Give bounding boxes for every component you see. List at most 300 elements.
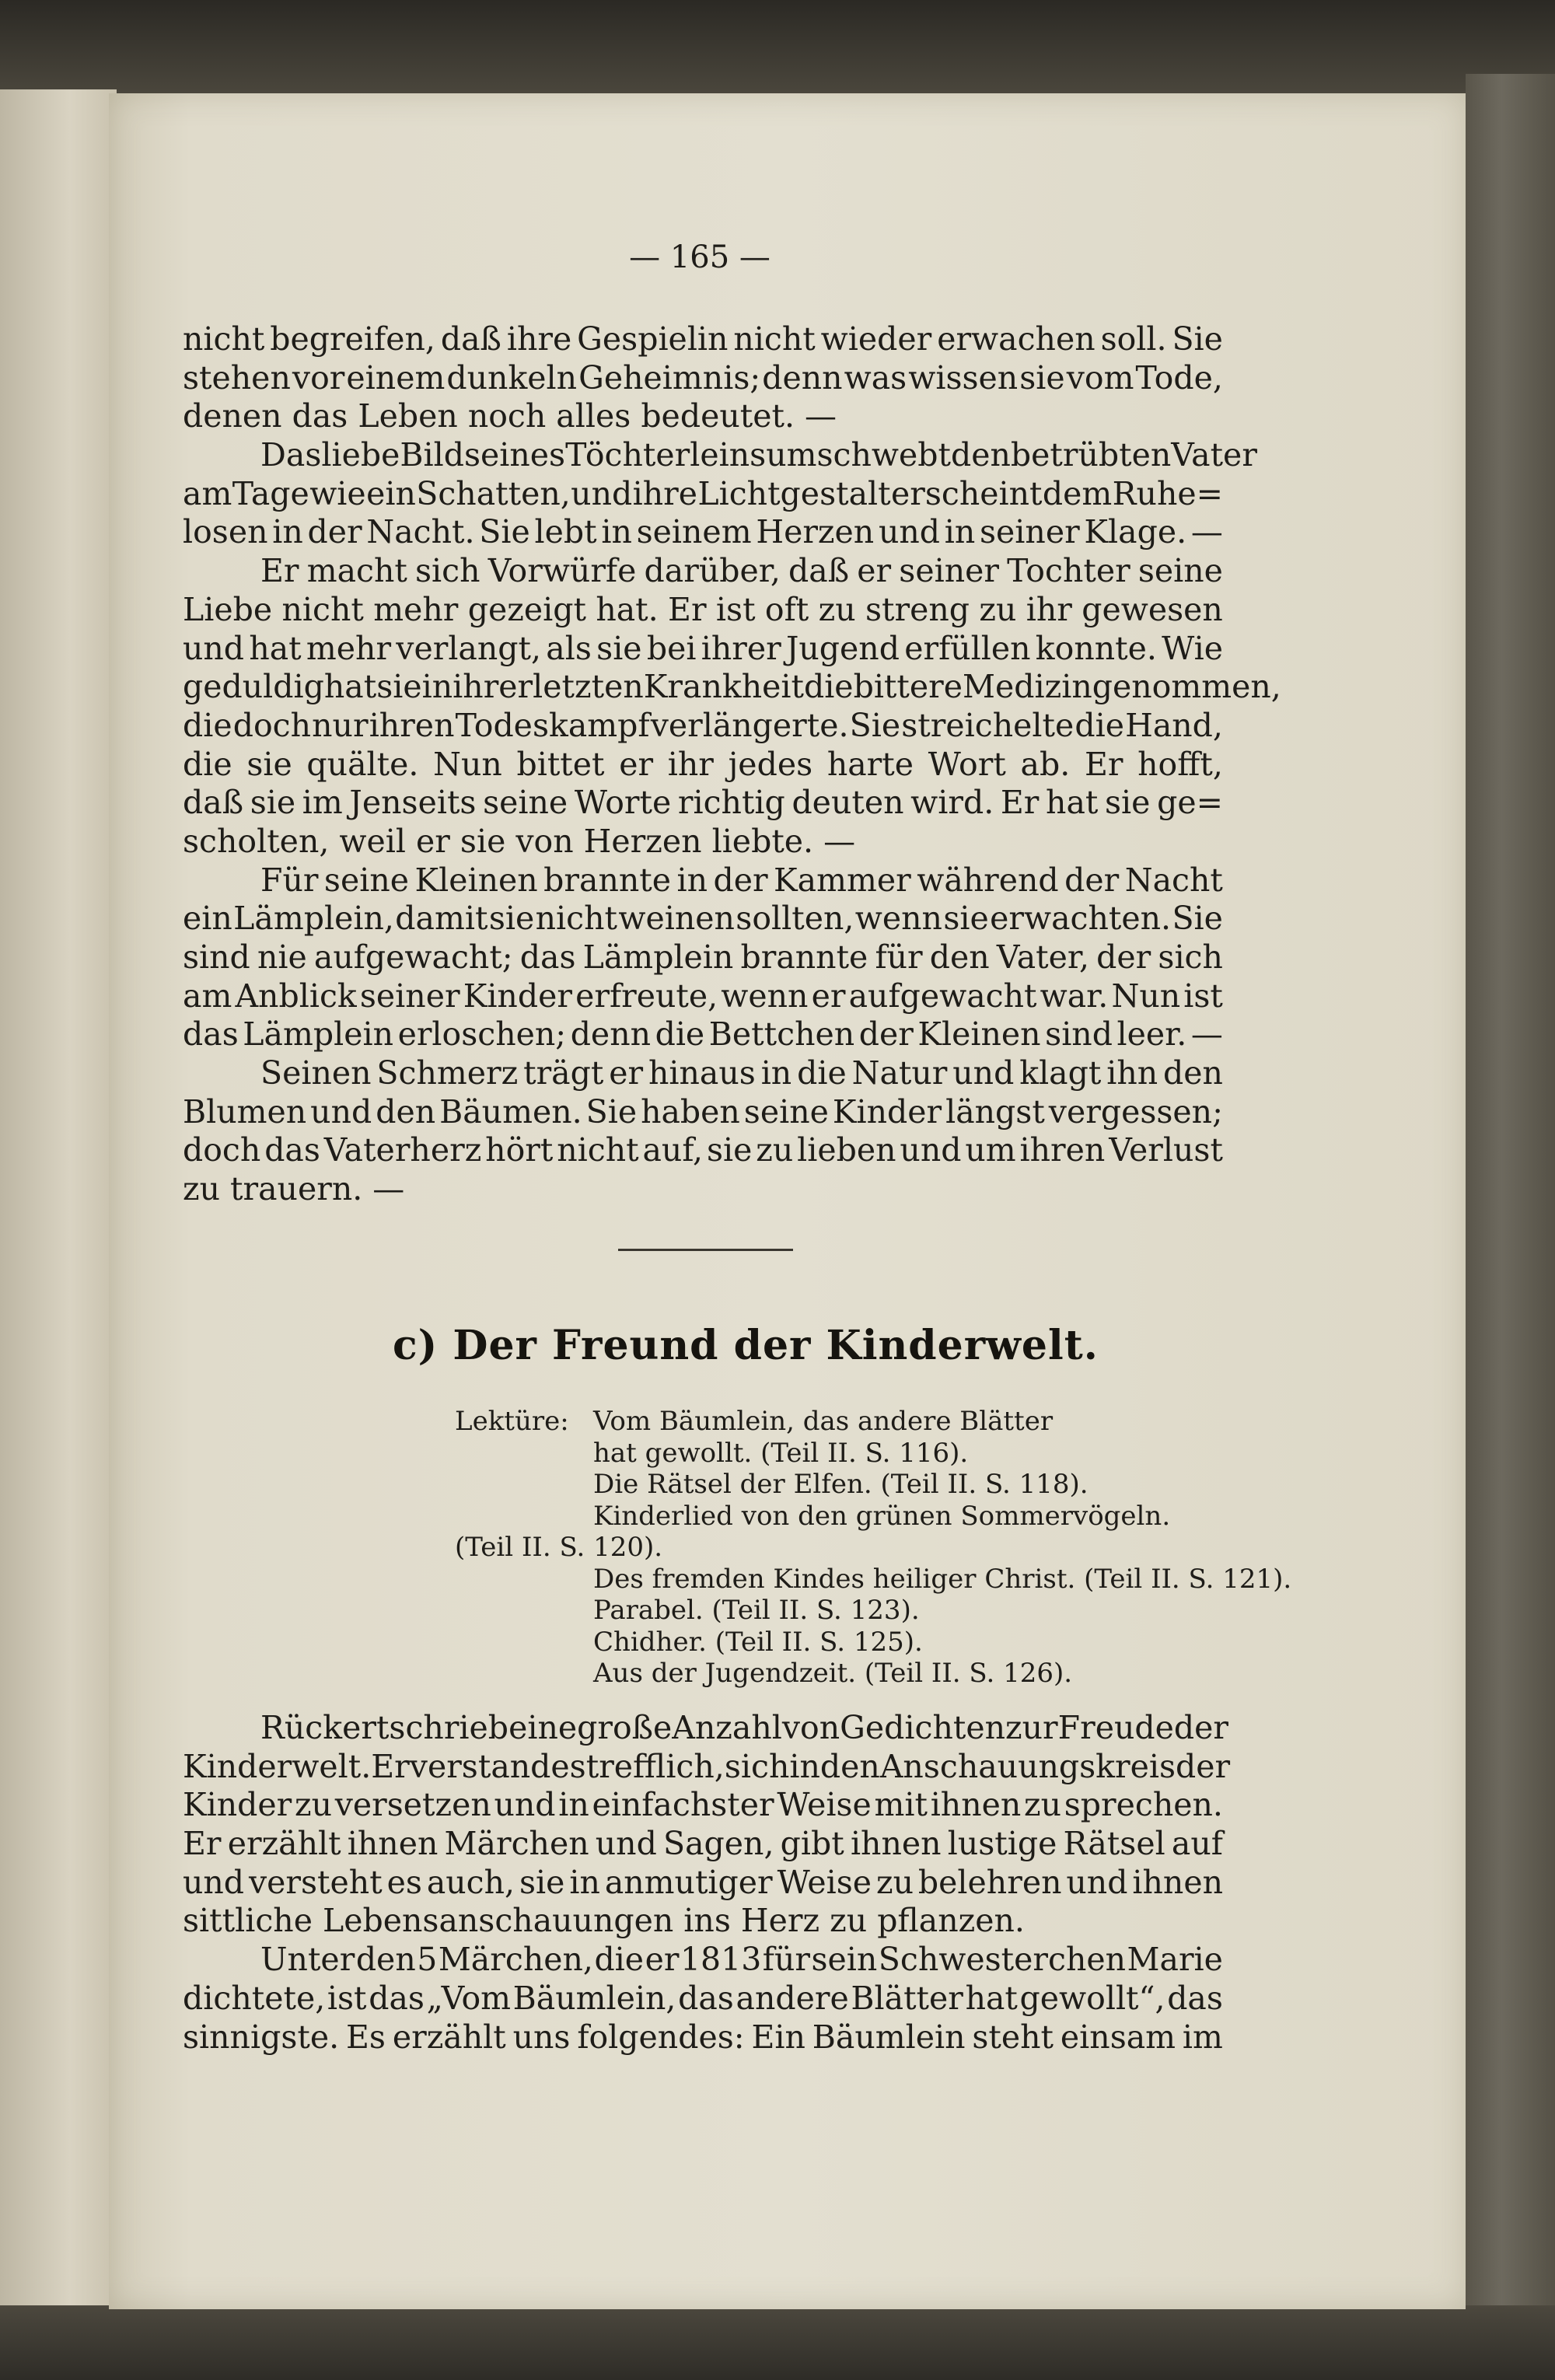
word: Freude <box>1057 1709 1174 1746</box>
word: Weise <box>777 1786 872 1824</box>
word: harte <box>826 745 914 783</box>
text-line <box>183 1786 1223 1825</box>
word: Das <box>260 436 322 474</box>
text-line <box>183 784 1223 823</box>
word: zur <box>1005 1709 1058 1746</box>
word: Nun <box>433 745 502 783</box>
word: ihr <box>667 745 714 783</box>
word: den <box>376 1092 436 1131</box>
word: wenn <box>854 900 942 938</box>
word: der <box>713 861 768 899</box>
word: sie <box>246 745 292 783</box>
word: bei <box>646 629 697 667</box>
word: und <box>183 629 245 667</box>
text-line <box>183 1980 1223 2018</box>
word: Anzahl <box>672 1709 782 1746</box>
word: zu <box>756 1131 794 1169</box>
word: ist <box>1183 977 1223 1015</box>
word: während <box>917 861 1059 899</box>
word: steht <box>972 2018 1054 2056</box>
word: verlängerte. <box>650 706 849 744</box>
word: hat <box>323 668 377 706</box>
word: er <box>609 1054 644 1092</box>
text-line <box>183 359 1223 398</box>
word: leer. <box>1116 1015 1187 1054</box>
reading-list-reference <box>455 1532 1232 1564</box>
word: der <box>1096 938 1151 976</box>
word: ihrer <box>453 668 533 706</box>
word: Nacht. <box>366 513 475 551</box>
word: sie <box>376 668 422 706</box>
reading-list-item: hat gewollt. (Teil II. S. 116). <box>593 1437 969 1469</box>
word: und <box>900 1131 962 1169</box>
word: Krankheit <box>643 668 804 706</box>
word: einem <box>346 358 446 397</box>
text-line <box>183 552 1223 591</box>
reading-list-reference-text: (Teil II. S. 120). <box>455 1532 663 1563</box>
reading-list-item: Des fremden Kindes heiliger Christ. (Teil II. S. 121). <box>593 1563 1292 1595</box>
word: oft <box>764 590 809 628</box>
word: wird. <box>910 784 994 822</box>
word: folgendes: <box>577 2018 745 2056</box>
word: — <box>1190 513 1223 551</box>
word: Lichtgestalt <box>697 474 891 512</box>
reading-list-item: Kinderlied von den grünen Sommervögeln. <box>593 1500 1171 1532</box>
text-line <box>183 630 1223 669</box>
word: aufgewacht; <box>313 938 513 976</box>
word: seine <box>323 861 410 899</box>
word: Geheimnis; <box>578 358 761 397</box>
word: schrieb <box>389 1709 509 1746</box>
word: Kleinen <box>414 861 538 899</box>
word: längst <box>945 1092 1045 1131</box>
word: Kinderwelt. <box>183 1747 372 1785</box>
text-line <box>183 668 1281 707</box>
reading-list <box>455 1406 1292 1690</box>
word: Vater, <box>996 938 1090 976</box>
word: trägt <box>523 1054 604 1092</box>
word: ihnen <box>347 1825 439 1863</box>
text-line <box>183 1709 1228 1748</box>
word: er <box>645 1941 680 1979</box>
word: der <box>1176 1747 1231 1785</box>
word: die <box>594 1941 645 1979</box>
word: für <box>875 938 923 976</box>
word: Natur <box>851 1054 948 1092</box>
word: der <box>307 513 362 551</box>
word: Todeskampf <box>455 706 650 744</box>
word: hat <box>965 1979 1018 2017</box>
word: Wort <box>928 745 1006 783</box>
word: Sie <box>1172 320 1223 358</box>
word: daß <box>183 784 244 822</box>
word: quälte. <box>306 745 419 783</box>
word: Verlust <box>1109 1131 1223 1169</box>
word: Kammer <box>774 861 911 899</box>
word: umschwebt <box>766 436 951 474</box>
word: ihnen <box>850 1825 942 1863</box>
word: einfachster <box>592 1786 774 1824</box>
word: den <box>355 1941 416 1979</box>
text-line <box>183 1015 1223 1054</box>
book-cover-right <box>1466 74 1555 2329</box>
word: das <box>678 1979 734 2017</box>
word: seines <box>463 436 566 474</box>
book-cover-bottom <box>0 2305 1555 2380</box>
word: stehen <box>183 358 291 397</box>
word: Ruhe= <box>1112 474 1223 512</box>
word: Anschauungskreis <box>879 1747 1176 1785</box>
word: sie <box>596 629 642 667</box>
text-line <box>183 513 1223 552</box>
text-line <box>183 591 1223 630</box>
word: Kinder <box>183 1786 292 1824</box>
word: Schwesterchen <box>878 1941 1127 1979</box>
word: Rätsel <box>1063 1825 1165 1863</box>
word: er <box>619 745 654 783</box>
word: sich <box>415 552 480 590</box>
word: auf, <box>642 1131 704 1169</box>
word: Blätter <box>851 1979 963 2017</box>
word: Unter <box>260 1941 355 1979</box>
word: und <box>494 1786 556 1824</box>
word: das <box>264 1131 320 1169</box>
word: nicht <box>557 1131 639 1169</box>
text-line <box>183 938 1223 977</box>
word: nicht <box>733 320 816 358</box>
word: Er <box>1084 745 1123 783</box>
word: das <box>1167 1979 1223 2017</box>
text-line <box>183 1864 1223 1903</box>
word: und <box>595 1825 657 1863</box>
word: die <box>183 706 232 744</box>
word: verstand <box>409 1747 551 1785</box>
word: mehr <box>306 629 392 667</box>
word: am <box>183 977 232 1015</box>
text-line <box>183 746 1223 785</box>
paragraph-block-bottom <box>183 1709 1231 2057</box>
word: in <box>944 513 976 551</box>
word: — <box>1190 1015 1223 1054</box>
word: ihnen <box>1132 1863 1223 1901</box>
word: darüber, <box>644 552 781 590</box>
section-divider <box>618 1249 793 1251</box>
word: es <box>550 1747 586 1785</box>
word: soll. <box>1100 320 1167 358</box>
word: dunkeln <box>446 358 578 397</box>
word: von <box>781 1709 840 1746</box>
word: haben <box>641 1092 740 1131</box>
word: Bäumlein <box>812 2018 966 2056</box>
word: dem <box>1042 474 1113 512</box>
word: in <box>272 513 303 551</box>
word: vor <box>292 358 345 397</box>
word: brannte <box>740 938 868 976</box>
word: trefflich, <box>585 1747 725 1785</box>
word: sie <box>706 1131 753 1169</box>
word: zu <box>875 1863 914 1901</box>
word: Klage. <box>1084 513 1187 551</box>
word: ein <box>183 900 232 938</box>
word: sie <box>250 784 296 822</box>
word: es <box>386 1863 422 1901</box>
word: Tage <box>232 474 309 512</box>
text-line <box>183 1825 1223 1864</box>
word: Marie <box>1127 1941 1223 1979</box>
word: Weise <box>777 1863 872 1901</box>
text-line <box>183 900 1223 938</box>
word: Bild <box>400 436 464 474</box>
word: Es <box>346 2018 386 2056</box>
word: Nacht <box>1124 861 1223 899</box>
word: sind <box>183 938 250 976</box>
word: für <box>762 1941 810 1979</box>
word: das <box>369 1979 425 2017</box>
word: zu <box>294 1786 332 1824</box>
word: jedes <box>728 745 813 783</box>
word: Vater <box>1171 436 1257 474</box>
word: die <box>803 668 854 706</box>
word: was <box>844 358 907 397</box>
word: betrübten <box>1010 436 1172 474</box>
text-line: scholten, weil er sie von Herzen liebte. — <box>183 822 856 860</box>
text-line <box>183 1747 1231 1787</box>
word: erfüllen <box>904 629 1031 667</box>
word: wissen <box>908 358 1019 397</box>
word: die <box>655 1015 705 1054</box>
word: ihn <box>1106 1054 1158 1092</box>
word: ihre <box>632 474 697 512</box>
word: Kinder <box>832 1092 942 1131</box>
word: hört <box>485 1131 554 1169</box>
word: Vorwürfe <box>487 552 637 590</box>
word: 1813 <box>680 1941 762 1979</box>
word: im <box>302 784 343 822</box>
word: nur <box>312 706 369 744</box>
text-line <box>183 1054 1223 1093</box>
word: Gespielin <box>577 320 729 358</box>
reading-list-item: Parabel. (Teil II. S. 123). <box>593 1595 920 1626</box>
reading-list-item: Aus der Jugendzeit. (Teil II. S. 126). <box>593 1658 1073 1689</box>
word: Bäumen. <box>439 1092 582 1131</box>
word: seiner <box>359 977 460 1015</box>
word: richtig <box>677 784 785 822</box>
word: Liebe <box>183 590 273 628</box>
word: Märchen, <box>438 1941 593 1979</box>
word: lebt <box>534 513 597 551</box>
word: ist <box>327 1979 367 2017</box>
word: daß <box>440 320 501 358</box>
word: streichelte <box>901 706 1075 744</box>
word: das <box>183 1015 239 1054</box>
word: der <box>1064 861 1120 899</box>
word: sinnigste. <box>183 2018 340 2056</box>
word: den <box>819 1747 880 1785</box>
word: ihren <box>369 706 455 744</box>
word: die <box>1075 706 1124 744</box>
word: uns <box>512 2018 571 2056</box>
word: erloschen; <box>397 1015 567 1054</box>
word: Sie <box>849 706 901 744</box>
word: damit <box>395 900 488 938</box>
word: am <box>183 474 232 512</box>
word: versetzen <box>334 1786 491 1824</box>
word: hat. <box>596 590 659 628</box>
word: Lämplein <box>243 1015 393 1054</box>
word: ab. <box>1020 745 1071 783</box>
word: den <box>929 938 990 976</box>
word: Jenseits <box>349 784 477 822</box>
word: erscheint <box>891 474 1043 512</box>
word: Er <box>260 552 299 590</box>
word: Er <box>668 590 707 628</box>
word: liebe <box>321 436 400 474</box>
word: der <box>858 1015 914 1054</box>
word: gewesen <box>1082 590 1223 628</box>
text-line <box>183 436 1257 475</box>
word: Ein <box>751 2018 805 2056</box>
word: erfreute, <box>575 977 718 1015</box>
word: Sagen, <box>663 1825 774 1863</box>
word: Worte <box>574 784 672 822</box>
text-line <box>183 475 1223 514</box>
word: er <box>811 977 846 1015</box>
word: belehren <box>917 1863 1062 1901</box>
word: Rückert <box>260 1709 390 1746</box>
word: genommen, <box>1092 668 1281 706</box>
word: auf <box>1171 1825 1223 1863</box>
word: Er <box>183 1825 222 1863</box>
page-number: — 165 — <box>629 239 771 275</box>
word: den <box>950 436 1011 474</box>
text-line <box>183 2018 1223 2057</box>
word: anmutiger <box>604 1863 773 1901</box>
word: Schmerz <box>376 1054 519 1092</box>
text-line <box>183 1131 1223 1170</box>
word: um <box>965 1131 1016 1169</box>
word: im <box>1182 2018 1223 2056</box>
word: sich <box>724 1747 790 1785</box>
word: sie <box>519 1863 565 1901</box>
word: verlangt, <box>396 629 542 667</box>
paragraph-block-top <box>183 320 1281 1209</box>
word: losen <box>183 513 268 551</box>
word: klagt <box>1019 1054 1102 1092</box>
word: gezeigt <box>467 590 586 628</box>
word: ihrer <box>701 629 781 667</box>
word: Wie <box>1162 629 1223 667</box>
word: Bäumlein, <box>512 1979 676 2017</box>
word: ihren <box>1019 1131 1106 1169</box>
word: Er <box>371 1747 410 1785</box>
word: Sie <box>1172 900 1223 938</box>
word: deuten <box>791 784 904 822</box>
word: in <box>421 668 453 706</box>
word: versteht <box>248 1863 383 1901</box>
word: zu <box>979 590 1017 628</box>
word: hinaus <box>648 1054 756 1092</box>
word: sie <box>1019 358 1065 397</box>
word: und <box>878 513 940 551</box>
word: als <box>546 629 592 667</box>
facing-page-edge <box>0 89 117 2313</box>
word: doch <box>232 706 312 744</box>
word: Sie <box>585 1092 638 1131</box>
word: begreifen, <box>270 320 435 358</box>
word: der <box>1173 1709 1228 1746</box>
word: nicht <box>183 320 265 358</box>
word: Für <box>260 861 319 899</box>
word: nicht <box>535 900 617 938</box>
word: und <box>310 1092 372 1131</box>
word: nicht <box>281 590 364 628</box>
text-line: sittliche Lebensanschauungen ins Herz zu pflanzen. <box>183 1902 1025 1940</box>
word: Kinder <box>463 977 572 1015</box>
word: bittet <box>516 745 605 783</box>
word: doch <box>183 1131 261 1169</box>
word: gibt <box>780 1825 844 1863</box>
word: in <box>789 1747 820 1785</box>
word: sein <box>811 1941 878 1979</box>
word: hat <box>249 629 302 667</box>
word: Bettchen <box>708 1015 855 1054</box>
reading-list-item: Vom Bäumlein, das andere Blätter <box>593 1406 1054 1437</box>
word: seine <box>1137 552 1223 590</box>
word: sie <box>943 900 989 938</box>
text-line: denen das Leben noch alles bedeutet. — <box>183 397 837 435</box>
word: in <box>558 1786 589 1824</box>
word: brannte <box>543 861 671 899</box>
word: ge= <box>1157 784 1223 822</box>
text-line <box>183 1941 1223 1980</box>
reading-list-label: Lektüre: <box>455 1406 569 1437</box>
word: Jugend <box>785 629 900 667</box>
word: sich <box>1158 938 1223 976</box>
word: vergessen; <box>1048 1092 1223 1131</box>
word: Anblick <box>235 977 357 1015</box>
word: Lämplein, <box>233 900 394 938</box>
word: Hand, <box>1125 706 1223 744</box>
word: erwachten. <box>990 900 1172 938</box>
word: geduldig <box>183 668 324 706</box>
word: ihre <box>506 320 572 358</box>
reading-list-row <box>455 1406 1232 1438</box>
word: mehr <box>373 590 459 628</box>
word: Märchen <box>444 1825 589 1863</box>
word: das <box>519 938 576 976</box>
word: Herzen <box>756 513 875 551</box>
word: sollten, <box>736 900 854 938</box>
word: 5 <box>417 1941 438 1979</box>
word: macht <box>306 552 407 590</box>
word: in <box>569 1863 600 1901</box>
word: vom <box>1066 358 1134 397</box>
word: denn <box>762 358 843 397</box>
word: seine <box>743 1092 829 1131</box>
word: Blumen <box>183 1092 307 1131</box>
word: seiner <box>980 513 1080 551</box>
text-line <box>183 707 1223 746</box>
word: ihnen <box>930 1786 1022 1824</box>
word: Tochter <box>1007 552 1130 590</box>
book-cover-top <box>0 0 1555 93</box>
word: den <box>1163 1054 1223 1092</box>
text-line <box>183 861 1223 900</box>
word: die <box>797 1054 847 1092</box>
word: konnte. <box>1035 629 1157 667</box>
word: denn <box>570 1015 652 1054</box>
word: Kleinen <box>917 1015 1041 1054</box>
